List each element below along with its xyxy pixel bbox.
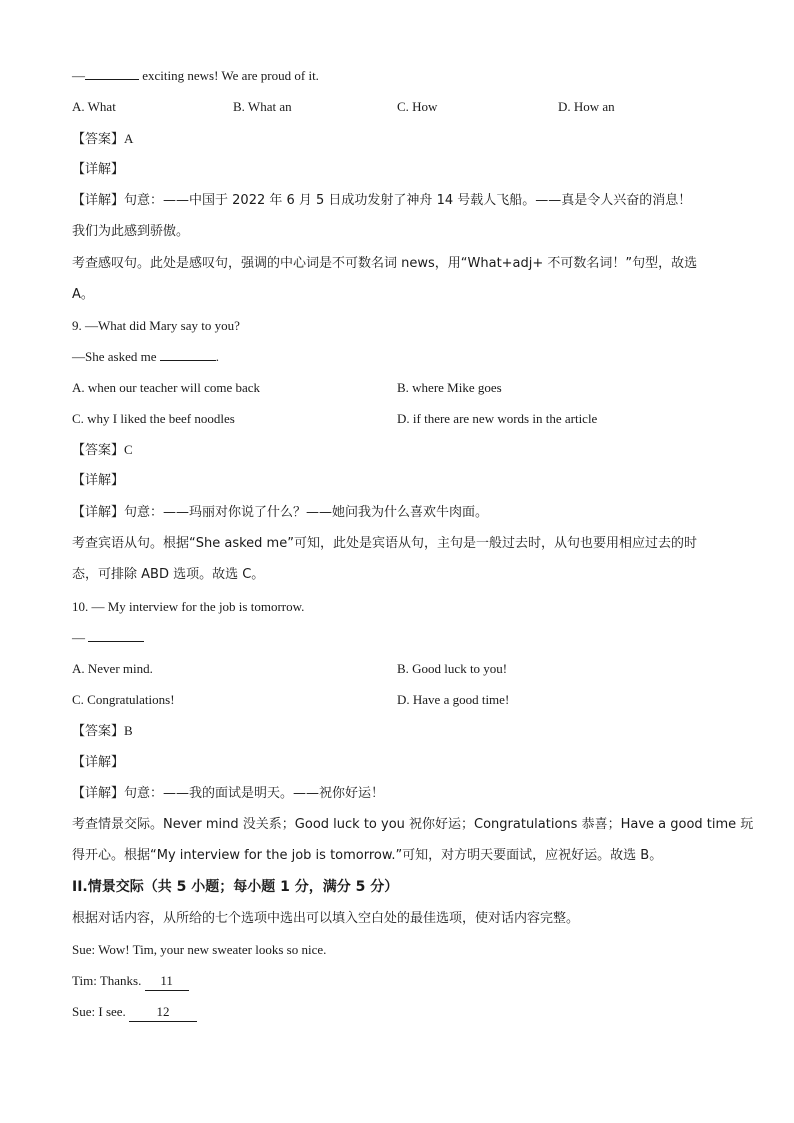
q10-option-b: B. Good luck to you! bbox=[397, 661, 508, 676]
q9-analysis-line2: 态，可排除 ABD 选项。故选 C。 bbox=[72, 567, 265, 582]
q9-answer-label: 【答案】 bbox=[72, 443, 125, 458]
q8-answer-blank bbox=[85, 67, 139, 80]
q8-stem bbox=[72, 67, 319, 85]
section-instruction: 根据对话内容，从所给的七个选项中选出可以填入空白处的最佳选项，使对话内容完整。 bbox=[72, 911, 580, 926]
dialogue-line-2-prefix: Tim: Thanks. bbox=[72, 973, 142, 988]
q10-stem-line1: 10. — My interview for the job is tomorrow. bbox=[72, 599, 305, 614]
dialogue-line-3 bbox=[72, 1003, 197, 1022]
q9-stem-line2 bbox=[72, 348, 219, 366]
q8-answer-value: A bbox=[124, 131, 134, 146]
q10-detail-line1 bbox=[72, 785, 384, 803]
q8-stem-dash: — bbox=[72, 68, 85, 83]
q9-option-b: B. where Mike goes bbox=[397, 380, 502, 395]
q8-option-c: C. How bbox=[397, 99, 438, 114]
q10-stem-line2 bbox=[72, 629, 144, 647]
q10-analysis-line2: 得开心。根据“My interview for the job is tomorrow.”可知，对方明天要面试，应祝好运。故选 B。 bbox=[72, 848, 663, 863]
q9-option-d: D. if there are new words in the article bbox=[397, 411, 598, 426]
q9-detail-text: 句意：——玛丽对你说了什么？——她问我为什么喜欢牛肉面。 bbox=[124, 505, 489, 520]
q9-detail-heading: 【详解】 bbox=[72, 473, 125, 488]
dialogue-line-2 bbox=[72, 972, 189, 991]
q9-option-a: A. when our teacher will come back bbox=[72, 380, 261, 395]
q9-stem-text: —She asked me bbox=[72, 349, 157, 364]
q10-answer-value: B bbox=[124, 723, 133, 738]
q10-option-d: D. Have a good time! bbox=[397, 692, 510, 707]
q8-option-b: B. What an bbox=[233, 99, 292, 114]
q9-answer-blank bbox=[160, 348, 216, 361]
q10-answer bbox=[72, 722, 133, 741]
section-heading: II.情景交际（共 5 小题；每小题 1 分，满分 5 分） bbox=[72, 879, 399, 895]
q10-option-c: C. Congratulations! bbox=[72, 692, 175, 707]
q8-stem-text: exciting news! We are proud of it. bbox=[142, 68, 319, 83]
q9-stem-line1: 9. —What did Mary say to you? bbox=[72, 318, 240, 333]
q8-detail-line2: 我们为此感到骄傲。 bbox=[72, 224, 190, 239]
q10-option-a: A. Never mind. bbox=[72, 661, 153, 676]
q9-answer bbox=[72, 441, 133, 460]
q8-option-a: A. What bbox=[72, 99, 116, 114]
q9-detail-line1 bbox=[72, 504, 488, 522]
q9-answer-value: C bbox=[124, 442, 133, 457]
q9-analysis-line1: 考查宾语从句。根据“She asked me”可知，此处是宾语从句，主句是一般过去时，从句也要用相应过去的时 bbox=[72, 536, 697, 551]
q10-detail-label: 【详解】 bbox=[72, 786, 125, 801]
q10-answer-label: 【答案】 bbox=[72, 724, 125, 739]
blank-11-number: 11 bbox=[160, 973, 173, 988]
q8-detail-heading: 【详解】 bbox=[72, 162, 125, 177]
q10-answer-blank bbox=[88, 629, 144, 642]
q8-detail-label: 【详解】 bbox=[72, 193, 125, 208]
dialogue-line-3-prefix: Sue: I see. bbox=[72, 1004, 126, 1019]
q9-detail-label: 【详解】 bbox=[72, 505, 125, 520]
q8-answer-label: 【答案】 bbox=[72, 132, 125, 147]
q10-stem-dash: — bbox=[72, 630, 85, 645]
blank-11 bbox=[145, 972, 189, 991]
q9-option-c: C. why I liked the beef noodles bbox=[72, 411, 235, 426]
blank-12 bbox=[129, 1003, 197, 1022]
q8-option-d: D. How an bbox=[558, 99, 615, 114]
q8-answer bbox=[72, 130, 133, 149]
q8-analysis-line2: A。 bbox=[72, 287, 94, 302]
q10-analysis-line1: 考查情景交际。Never mind 没关系；Good luck to you 祝你好运；Congratulations 恭喜；Have a good time 玩 bbox=[72, 817, 754, 832]
q8-analysis-line1: 考查感叹句。此处是感叹句，强调的中心词是不可数名词 news，用“What+adj+ 不可数名词！”句型，故选 bbox=[72, 256, 698, 271]
dialogue-line-1: Sue: Wow! Tim, your new sweater looks so nice. bbox=[72, 942, 327, 957]
q8-detail-text: 句意：——中国于 2022 年 6 月 5 日成功发射了神舟 14 号载人飞船。——真是令人兴奋的消息！ bbox=[124, 193, 692, 208]
q10-detail-heading: 【详解】 bbox=[72, 755, 125, 770]
blank-12-number: 12 bbox=[156, 1004, 170, 1019]
q9-stem-end: . bbox=[215, 349, 219, 364]
q10-detail-text: 句意：——我的面试是明天。——祝你好运！ bbox=[124, 786, 385, 801]
q8-detail-line1 bbox=[72, 192, 691, 210]
